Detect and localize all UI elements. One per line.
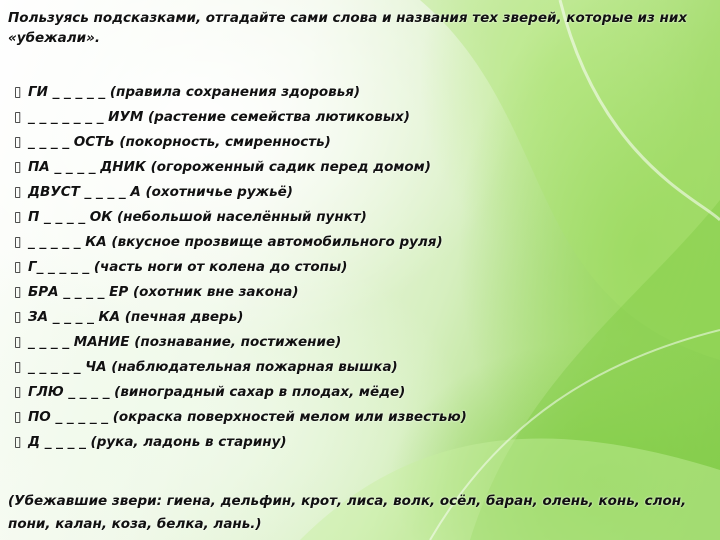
list-item bbox=[14, 105, 708, 130]
list-item bbox=[14, 355, 708, 380]
list-item bbox=[14, 255, 708, 280]
item-text: _ _ _ _ _ ЧА (наблюдательная пожарная вышка) bbox=[28, 359, 398, 375]
bullet-icon: ▯ bbox=[14, 159, 22, 175]
bullet-icon: ▯ bbox=[14, 209, 22, 225]
riddle-list bbox=[14, 80, 708, 455]
intro-text: Пользуясь подсказками, отгадайте сами слова и названия тех зверей, которые из них «убежали». bbox=[8, 10, 688, 46]
bullet-icon: ▯ bbox=[14, 284, 22, 300]
bullet-icon: ▯ bbox=[14, 259, 22, 275]
bullet-icon: ▯ bbox=[14, 109, 22, 125]
bullet-icon: ▯ bbox=[14, 334, 22, 350]
bullet-icon: ▯ bbox=[14, 84, 22, 100]
bullet-icon: ▯ bbox=[14, 309, 22, 325]
item-text: Д _ _ _ _ (рука, ладонь в старину) bbox=[28, 434, 287, 450]
list-item bbox=[14, 405, 708, 430]
bullet-icon: ▯ bbox=[14, 384, 22, 400]
item-text: _ _ _ _ _ _ _ ИУМ (растение семейства лютиковых) bbox=[28, 109, 410, 125]
bullet-icon: ▯ bbox=[14, 234, 22, 250]
list-item bbox=[14, 305, 708, 330]
list-item bbox=[14, 230, 708, 255]
bullet-icon: ▯ bbox=[14, 134, 22, 150]
item-text: _ _ _ _ _ КА (вкусное прозвище автомобильного руля) bbox=[28, 234, 443, 250]
bullet-icon: ▯ bbox=[14, 359, 22, 375]
item-text: _ _ _ _ МАНИЕ (познавание, постижение) bbox=[28, 334, 342, 350]
list-item bbox=[14, 180, 708, 205]
list-item bbox=[14, 205, 708, 230]
item-text: П _ _ _ _ ОК (небольшой населённый пункт) bbox=[28, 209, 367, 225]
list-item bbox=[14, 430, 708, 455]
item-text: ДВУСТ _ _ _ _ А (охотничье ружьё) bbox=[28, 184, 293, 200]
list-item bbox=[14, 130, 708, 155]
bullet-icon: ▯ bbox=[14, 409, 22, 425]
item-text: ПО _ _ _ _ _ (окраска поверхностей мелом или известью) bbox=[28, 409, 467, 425]
list-item bbox=[14, 80, 708, 105]
item-text: _ _ _ _ ОСТЬ (покорность, смиренность) bbox=[28, 134, 331, 150]
item-text: ЗА _ _ _ _ КА (печная дверь) bbox=[28, 309, 244, 325]
list-item bbox=[14, 280, 708, 305]
content-area bbox=[8, 8, 708, 455]
list-item bbox=[14, 380, 708, 405]
list-item bbox=[14, 155, 708, 180]
item-text: ПА _ _ _ _ ДНИК (огороженный садик перед домом) bbox=[28, 159, 431, 175]
bullet-icon: ▯ bbox=[14, 184, 22, 200]
item-text: ГЛЮ _ _ _ _ (виноградный сахар в плодах, мёде) bbox=[28, 384, 406, 400]
item-text: Г_ _ _ _ _ (часть ноги от колена до стопы) bbox=[28, 259, 348, 275]
item-text: ГИ _ _ _ _ _ (правила сохранения здоровья) bbox=[28, 84, 361, 100]
answer-key-text: (Убежавшие звери: гиена, дельфин, крот, лиса, волк, осёл, баран, олень, конь, слон, пони, калан, коза, белка, лань.) bbox=[8, 493, 687, 532]
item-text: БРА _ _ _ _ ЕР (охотник вне закона) bbox=[28, 284, 299, 300]
list-item bbox=[14, 330, 708, 355]
bullet-icon: ▯ bbox=[14, 434, 22, 450]
